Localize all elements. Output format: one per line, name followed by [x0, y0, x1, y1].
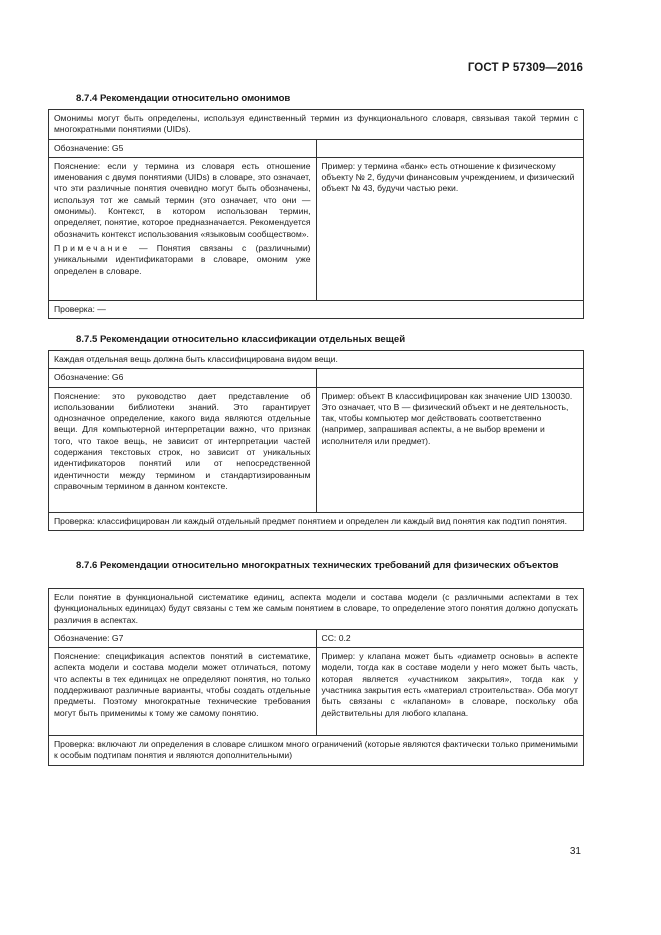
table-homonyms: [48, 109, 584, 319]
designation-right-cell: CC: 0.2: [316, 629, 584, 647]
check-cell: Проверка: включают ли определения в словаре слишком много ограничений (которые являются фактически только применимыми к особым подтипам понятия и являются дополнительными): [49, 736, 584, 766]
check-cell: Проверка: классифицирован ли каждый отдельный предмет понятием и определен ли каждый вид понятия как подтип понятия.: [49, 512, 584, 530]
example-cell: Пример: объект B классифицирован как значение UID 130030. Это означает, что B — физический объект и не деятельность, так, чтобы компьютер мог действовать соответственно (например, запрашивая аспекты, а не выбор времени и исполнителя или предмет).: [316, 387, 584, 512]
page-number: 31: [569, 846, 581, 857]
standard-number: ГОСТ Р 57309—2016: [467, 62, 583, 74]
designation-cell: Обозначение: G7: [49, 629, 317, 647]
example-cell: Пример: у термина «банк» есть отношение к физическому объекту № 2, будучи финансовым учреждением, и физический объект № 43, будучи частью реки.: [316, 157, 584, 300]
note-label: Примечание: [54, 242, 130, 253]
check-cell: Проверка: —: [49, 300, 584, 318]
statement-cell: Если понятие в функциональной систематике единиц, аспекта модели и состава модели (с различными аспектами в тех функциональных единицах) будут связаны с тем же самым понятием в словаре, то определение этого понятия должно допускать различия в аспектах.: [49, 589, 584, 630]
explanation-cell: Пояснение: спецификация аспектов понятий в систематике, аспекта модели и состава модели может отличаться, потому что аспекты в тех единицах не определяют понятия, но только поддерживают различные варианты, чтобы создать отдельные предметы. Поэтому многократные технические требования могут быть применимы к тому же самому понятию.: [49, 648, 317, 736]
note-text: Примечание — Понятия связаны с (различными) уникальными идентификаторами в словаре, омоним уже определен в словаре.: [54, 242, 311, 276]
designation-right-cell: [316, 139, 584, 157]
explanation-cell: [49, 157, 317, 300]
table-multiple-requirements: [48, 588, 584, 766]
example-cell: Пример: у клапана может быть «диаметр основы» в аспекте модели, тогда как в составе модели у него может быть часть, которая является «участником закрытия», тогда как у участника закрытия есть «материал строительства». Оба могут быть связаны с «клапаном» в словаре, поскольку оба действительны для любого клапана.: [316, 648, 584, 736]
designation-cell: Обозначение: G6: [49, 369, 317, 387]
statement-cell: Омонимы могут быть определены, используя единственный термин из функционального словаря, связывая такой термин с многократными понятиями (UIDs).: [49, 110, 584, 140]
explanation-text: Пояснение: если у термина из словаря есть отношение именования с двумя понятиями (UIDs) в словаре, это означает, что эти различные понятия очевидно могут быть обозначены, используя тот же самый термин (это означает, что они — омонимы). Контекст, в котором использован термин, определяет, понятие, которое предназначается. Рекомендуется обозначить контекст использования «языковым сообществом».: [54, 160, 311, 239]
explanation-cell: Пояснение: это руководство дает представление об использовании библиотеки знаний. Это гарантирует однозначное определение, какого вида являются отдельные вещи. Для компьютерной интерпретации важно, что признак того, что такое вещь, не зависит от интерпретации частей содержания текстовых строк, но зависит от уникальных идентификаторов понятий или от непосредственной идентичности между термином и стандартизированным справочным термином в данном контексте.: [49, 387, 317, 512]
section-heading-8-7-5: 8.7.5 Рекомендации относительно классификации отдельных вещей: [76, 334, 406, 345]
section-heading-8-7-6: 8.7.6 Рекомендации относительно многократных технических требований для физических объектов: [76, 560, 559, 571]
designation-cell: Обозначение: G5: [49, 139, 317, 157]
section-heading-8-7-4: 8.7.4 Рекомендации относительно омонимов: [76, 93, 291, 104]
table-classification: [48, 350, 584, 531]
statement-cell: Каждая отдельная вещь должна быть классифицирована видом вещи.: [49, 351, 584, 369]
designation-right-cell: [316, 369, 584, 387]
